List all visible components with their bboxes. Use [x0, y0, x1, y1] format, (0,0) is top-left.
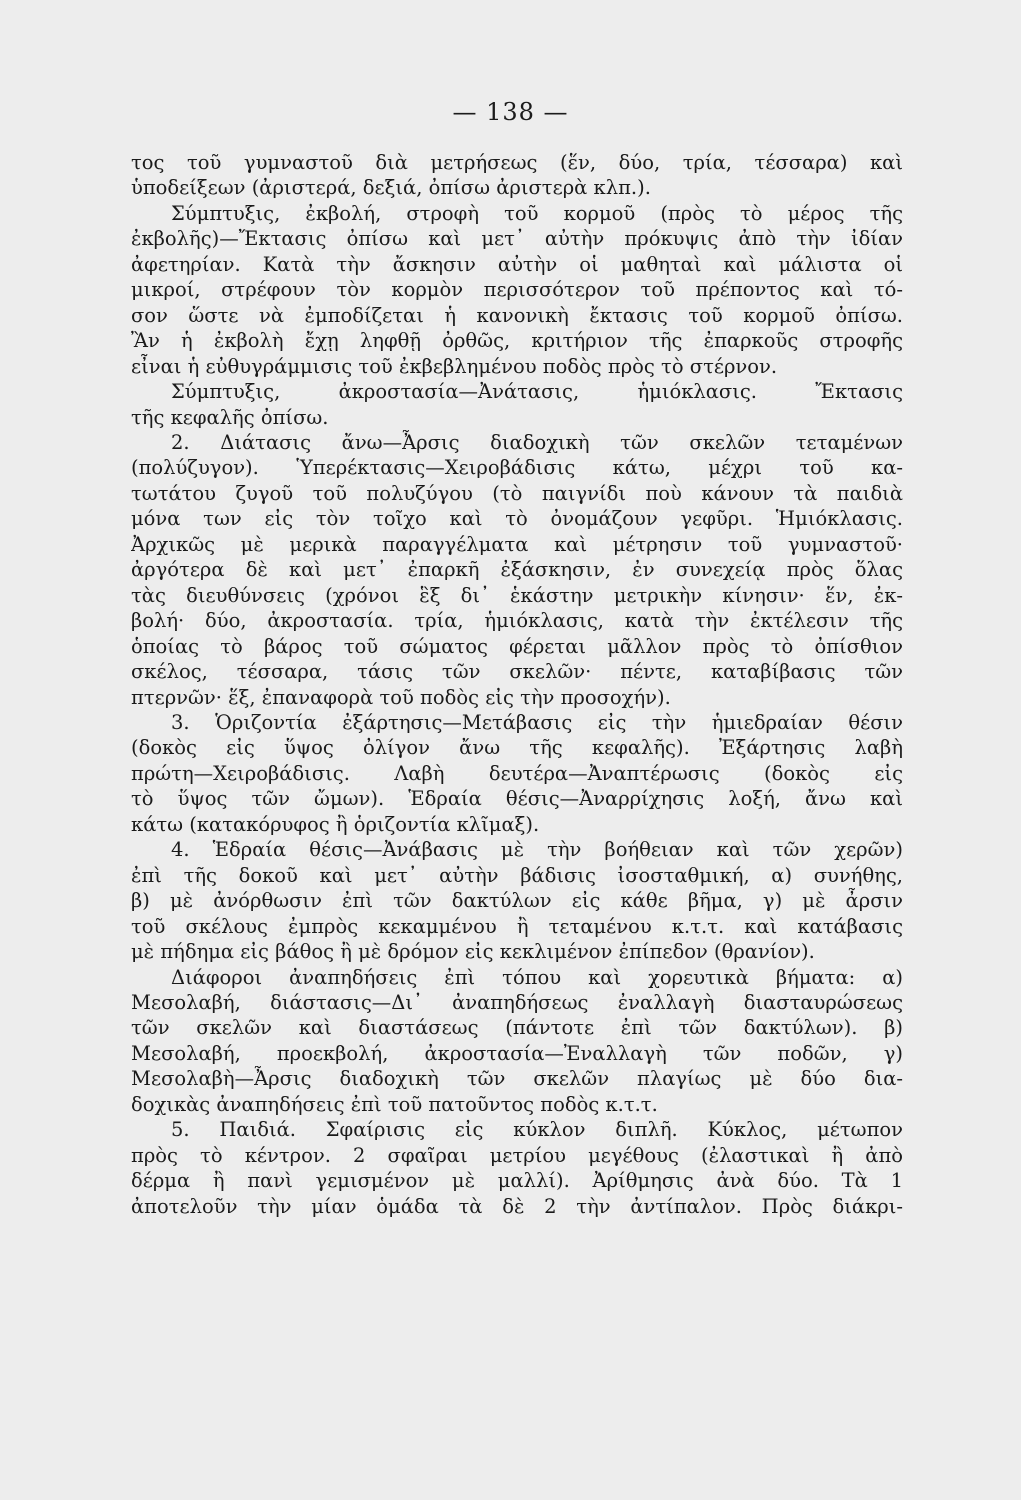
text-line: τοῦ σκέλους ἐμπρὸς κεκαμμένου ἢ τεταμένου κ.τ.τ. καὶ κατάβασις: [131, 914, 903, 938]
text-line: κάτω (κατακόρυφος ἢ ὁριζοντία κλῖμαξ).: [131, 812, 540, 836]
text-line: (πολύζυγον). Ὑπερέκτασις—Χειροβάδισις κάτω, μέχρι τοῦ κα-: [131, 456, 903, 480]
text-line: ἀποτελοῦν τὴν μίαν ὁμάδα τὰ δὲ 2 τὴν ἀντίπαλον. Πρὸς διάκρι-: [131, 1194, 903, 1218]
text-line: μόνα των εἰς τὸν τοῖχο καὶ τὸ ὀνομάζουν γεφῦρι. Ἡμιόκλασις.: [131, 507, 903, 531]
text-line: μικροί, στρέφουν τὸν κορμὸν περισσότερον τοῦ πρέποντος καὶ τό-: [131, 278, 903, 302]
text-line: ἀργότερα δὲ καὶ μετ᾽ ἐπαρκῆ ἐξάσκησιν, ἐν συνεχείᾳ πρὸς ὅλας: [131, 558, 903, 582]
text-line: τῶν σκελῶν καὶ διαστάσεως (πάντοτε ἐπὶ τῶν δακτύλων). β): [131, 1016, 903, 1040]
text-line: τῆς κεφαλῆς ὀπίσω.: [131, 405, 329, 429]
text-line: Διάφοροι ἀναπηδήσεις ἐπὶ τόπου καὶ χορευτικὰ βήματα: α): [171, 965, 903, 989]
body-text: [131, 150, 903, 1219]
text-line: β) μὲ ἀνόρθωσιν ἐπὶ τῶν δακτύλων εἰς κάθε βῆμα, γ) μὲ ἆρσιν: [131, 889, 903, 913]
text-line: ὁποίας τὸ βάρος τοῦ σώματος φέρεται μᾶλλον πρὸς τὸ ὀπίσθιον: [131, 634, 903, 658]
text-line: τος τοῦ γυμναστοῦ διὰ μετρήσεως (ἕν, δύο, τρία, τέσσαρα) καὶ: [131, 151, 903, 174]
text-line: ἐκβολῆς)—Ἔκτασις ὀπίσω καὶ μετ᾽ αὐτὴν πρόκυψις ἀπὸ τὴν ἰδίαν: [131, 227, 903, 251]
text-line: δέρμα ἢ πανὶ γεμισμένον μὲ μαλλί). Ἀρίθμησις ἀνὰ δύο. Τὰ 1: [131, 1169, 903, 1193]
page-number: — 138 —: [452, 98, 569, 126]
text-line: ὑποδείξεων (ἀριστερά, δεξιά, ὀπίσω ἀριστερὰ κλπ.).: [131, 176, 651, 200]
text-line: Μεσολαβή, προεκβολή, ἀκροστασία—Ἐναλλαγὴ τῶν ποδῶν, γ): [131, 1041, 903, 1065]
text-line: πρώτη—Χειροβάδισις. Λαβὴ δευτέρα—Ἀναπτέρωσις (δοκὸς εἰς: [131, 761, 903, 785]
text-line: 5. Παιδιά. Σφαίρισις εἰς κύκλον διπλῆ. Κύκλος, μέτωπον: [171, 1118, 903, 1142]
text-line: σον ὥστε νὰ ἐμποδίζεται ἡ κανονικὴ ἔκτασις τοῦ κορμοῦ ὀπίσω.: [131, 303, 903, 327]
text-line: Μεσολαβή, διάστασις—Δι᾽ ἀναπηδήσεως ἐναλλαγὴ διασταυρώσεως: [131, 990, 903, 1014]
text-line: βολή· δύο, ἀκροστασία. τρία, ἡμιόκλασις, κατὰ τὴν ἐκτέλεσιν τῆς: [131, 609, 903, 633]
text-line: ἐπὶ τῆς δοκοῦ καὶ μετ᾽ αὐτὴν βάδισις ἰσοσταθμική, α) συνήθης,: [131, 863, 903, 887]
text-line: πτερνῶν· ἕξ, ἐπαναφορὰ τοῦ ποδὸς εἰς τὴν προσοχήν).: [131, 685, 671, 709]
text-line: πρὸς τὸ κέντρον. 2 σφαῖραι μετρίου μεγέθους (ἐλαστικαὶ ἢ ἀπὸ: [131, 1143, 903, 1167]
text-line: 4. Ἑδραία θέσις—Ἀνάβασις μὲ τὴν βοήθειαν καὶ τῶν χερῶν): [171, 838, 903, 862]
text-line: Μεσολαβὴ—Ἆρσις διαδοχικὴ τῶν σκελῶν πλαγίως μὲ δύο δια-: [131, 1067, 903, 1091]
text-line: ἀφετηρίαν. Κατὰ τὴν ἄσκησιν αὐτὴν οἱ μαθηταὶ καὶ μάλιστα οἱ: [131, 252, 903, 276]
text-line: Σύμπτυξις, ἀκροστασία—Ἀνάτασις, ἡμιόκλασις. Ἔκτασις: [171, 380, 903, 404]
text-line: Ἀρχικῶς μὲ μερικὰ παραγγέλματα καὶ μέτρησιν τοῦ γυμναστοῦ·: [131, 532, 903, 556]
text-line: 2. Διάτασις ἄνω—Ἆρσις διαδοχικὴ τῶν σκελῶν τεταμένων: [171, 430, 903, 454]
text-line: τωτάτου ζυγοῦ τοῦ πολυζύγου (τὸ παιγνίδι ποὺ κάνουν τὰ παιδιὰ: [131, 481, 903, 505]
text-line: (δοκὸς εἰς ὕψος ὀλίγον ἄνω τῆς κεφαλῆς). Ἐξάρτησις λαβὴ: [131, 736, 903, 760]
text-line: τὸ ὕψος τῶν ὤμων). Ἑδραία θέσις—Ἀναρρίχησις λοξή, ἄνω καὶ: [131, 787, 903, 811]
text-line: 3. Ὁριζοντία ἐξάρτησις—Μετάβασις εἰς τὴν ἡμιεδραίαν θέσιν: [171, 710, 903, 734]
text-line: εἶναι ἡ εὐθυγράμμισις τοῦ ἐκβεβλημένου ποδὸς πρὸς τὸ στέρνον.: [131, 354, 778, 378]
text-line: σκέλος, τέσσαρα, τάσις τῶν σκελῶν· πέντε, καταβίβασις τῶν: [131, 660, 903, 684]
text-line: μὲ πήδημα εἰς βάθος ἢ μὲ δρόμον εἰς κεκλιμένον ἐπίπεδον (θρανίον).: [131, 940, 815, 964]
text-line: Σύμπτυξις, ἐκβολή, στροφὴ τοῦ κορμοῦ (πρὸς τὸ μέρος τῆς: [171, 201, 903, 225]
text-line: τὰς διευθύνσεις (χρόνοι ἓξ δι᾽ ἑκάστην μετρικὴν κίνησιν· ἕν, ἐκ-: [131, 583, 903, 607]
text-line: Ἂν ἡ ἐκβολὴ ἔχῃ ληφθῇ ὀρθῶς, κριτήριον τῆς ἐπαρκοῦς στροφῆς: [131, 329, 903, 353]
text-line: δοχικὰς ἀναπηδήσεις ἐπὶ τοῦ πατοῦντος ποδὸς κ.τ.τ.: [131, 1092, 658, 1116]
